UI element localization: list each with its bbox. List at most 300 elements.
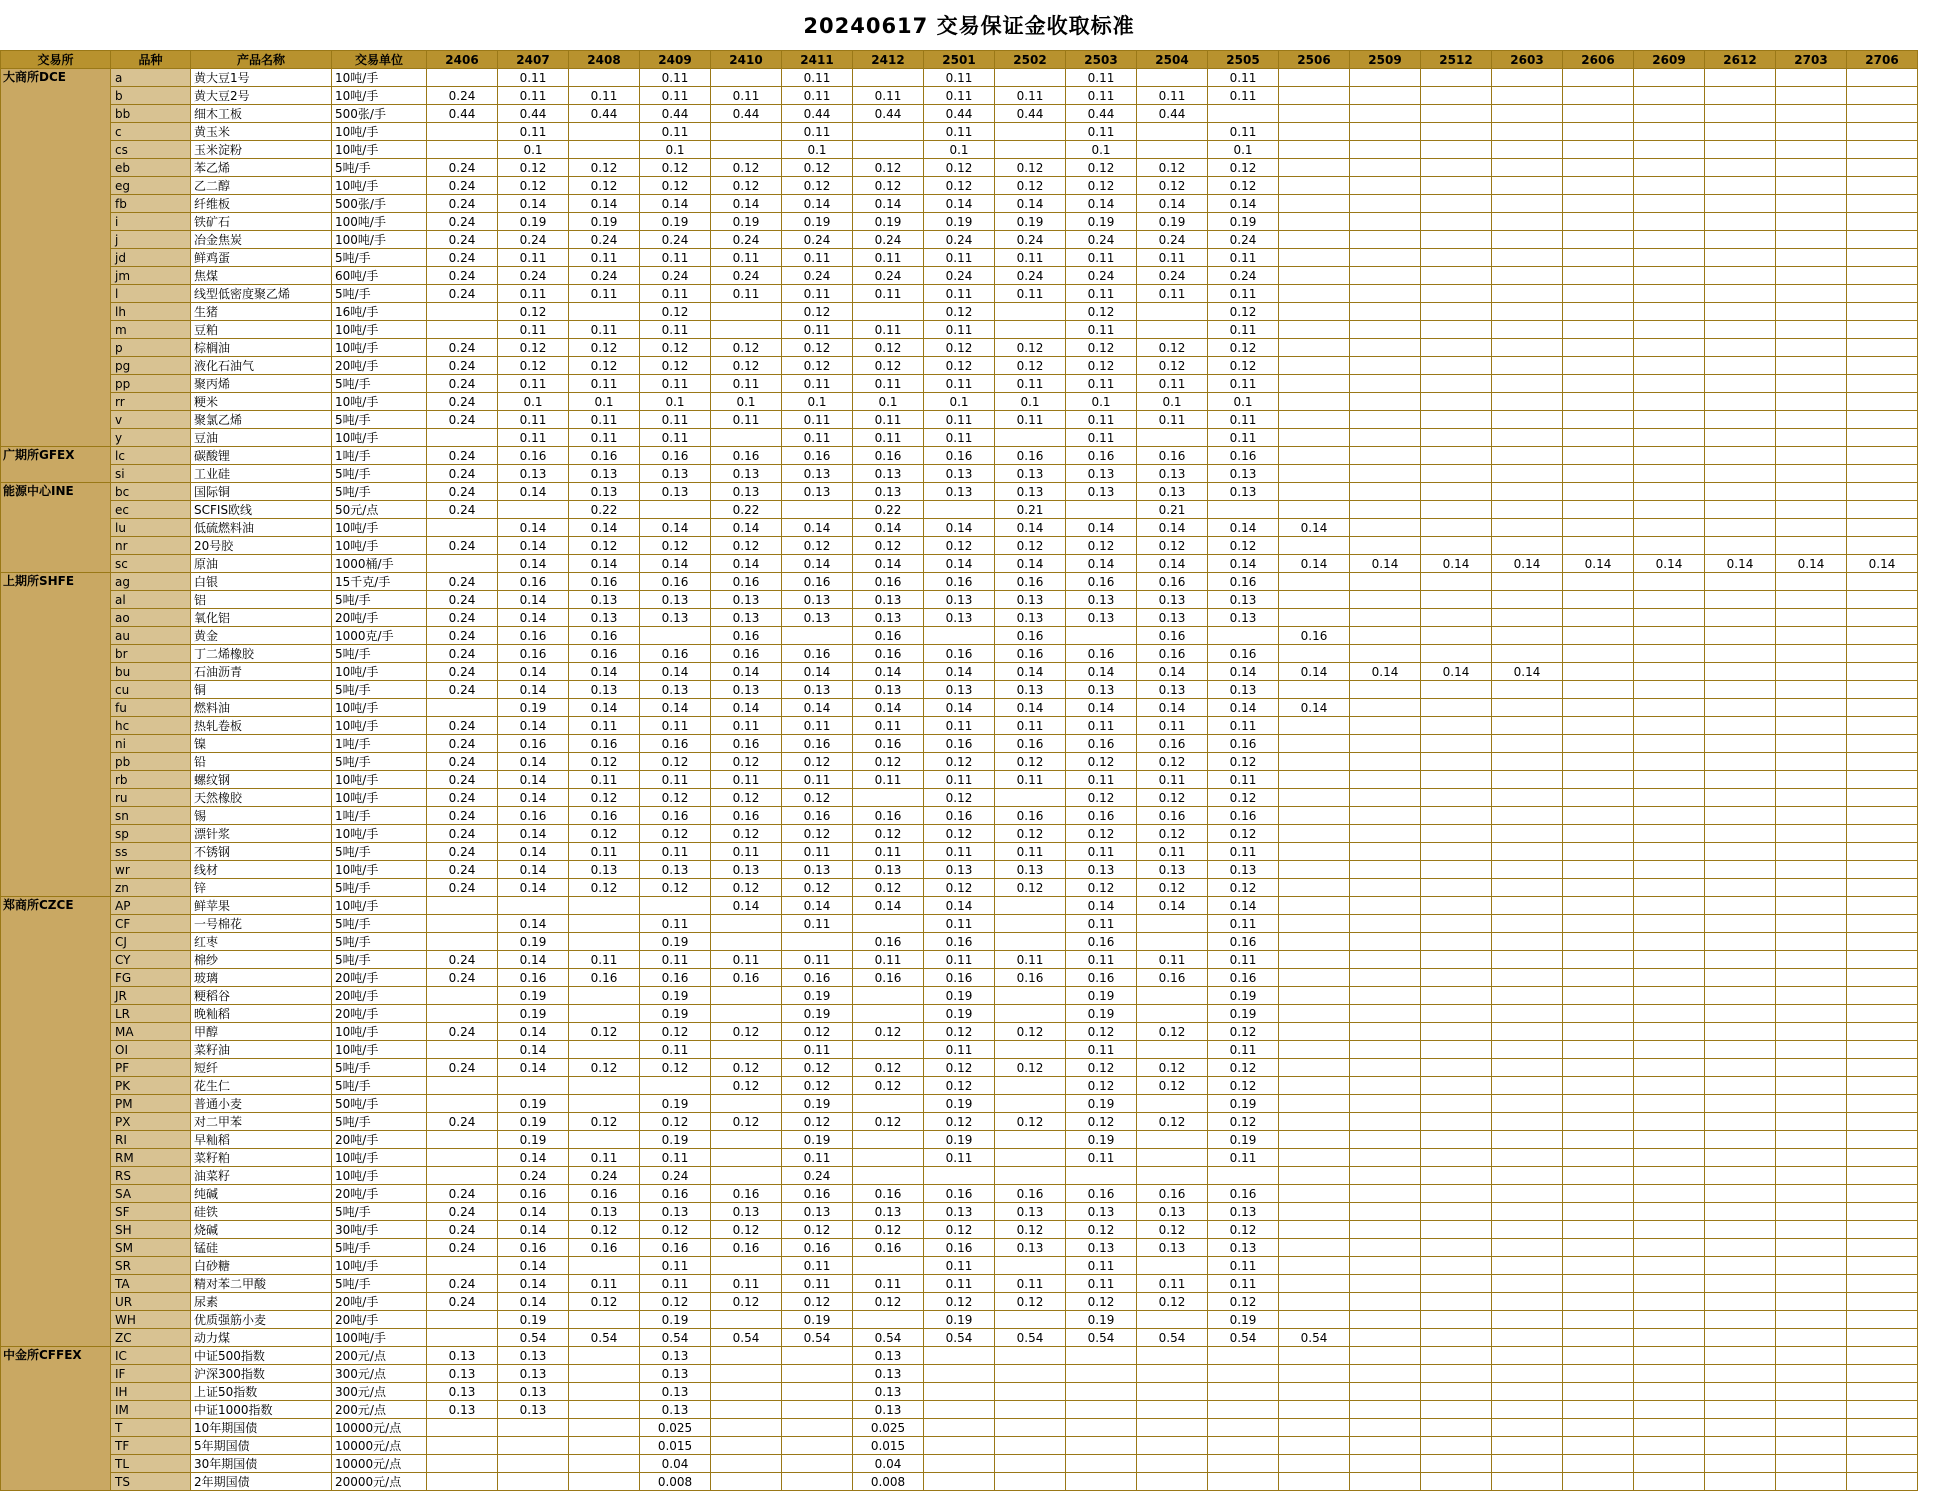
margin-value-cell: 0.24: [924, 267, 995, 285]
margin-value-cell: [1492, 429, 1563, 447]
variety-code-cell: JR: [111, 987, 191, 1005]
margin-value-cell: [1563, 1311, 1634, 1329]
margin-value-cell: 0.19: [640, 1095, 711, 1113]
margin-value-cell: 0.13: [498, 1401, 569, 1419]
margin-value-cell: 0.24: [427, 249, 498, 267]
margin-value-cell: [1421, 1383, 1492, 1401]
product-name-cell: 螺纹钢: [191, 771, 332, 789]
margin-value-cell: [853, 1095, 924, 1113]
margin-value-cell: [1350, 1275, 1421, 1293]
margin-value-cell: [1847, 213, 1918, 231]
margin-value-cell: 0.13: [1208, 483, 1279, 501]
margin-value-cell: 0.12: [498, 177, 569, 195]
margin-value-cell: [1350, 1293, 1421, 1311]
margin-value-cell: 0.11: [995, 285, 1066, 303]
product-name-cell: 棉纱: [191, 951, 332, 969]
contract-month-header: 2501: [924, 51, 995, 69]
margin-value-cell: 0.11: [711, 771, 782, 789]
margin-value-cell: [1137, 69, 1208, 87]
margin-value-cell: [1563, 1293, 1634, 1311]
table-row: [1, 789, 1918, 807]
margin-value-cell: [1776, 915, 1847, 933]
margin-value-cell: 0.1: [782, 141, 853, 159]
margin-value-cell: [498, 1455, 569, 1473]
margin-value-cell: [1776, 969, 1847, 987]
margin-value-cell: 0.12: [1208, 753, 1279, 771]
margin-value-cell: [1421, 501, 1492, 519]
margin-value-cell: [1776, 1167, 1847, 1185]
margin-value-cell: 0.24: [427, 1203, 498, 1221]
margin-value-cell: [1634, 1059, 1705, 1077]
margin-value-cell: [1705, 1419, 1776, 1437]
margin-value-cell: 0.14: [569, 195, 640, 213]
margin-value-cell: [1563, 213, 1634, 231]
product-name-cell: 漂针浆: [191, 825, 332, 843]
margin-value-cell: [1847, 1167, 1918, 1185]
margin-value-cell: [1776, 105, 1847, 123]
margin-value-cell: 0.1: [640, 393, 711, 411]
margin-value-cell: [1492, 1005, 1563, 1023]
margin-value-cell: [1350, 897, 1421, 915]
trade-unit-cell: 5吨/手: [332, 1203, 427, 1221]
margin-value-cell: [1776, 1023, 1847, 1041]
margin-value-cell: 0.24: [427, 825, 498, 843]
product-name-cell: 普通小麦: [191, 1095, 332, 1113]
margin-value-cell: [1634, 177, 1705, 195]
margin-value-cell: [1563, 1095, 1634, 1113]
margin-value-cell: [1350, 1329, 1421, 1347]
margin-value-cell: [1847, 177, 1918, 195]
margin-value-cell: [1634, 573, 1705, 591]
margin-value-cell: 0.24: [782, 1167, 853, 1185]
margin-value-cell: [1279, 1437, 1350, 1455]
margin-value-cell: [1847, 1347, 1918, 1365]
margin-value-cell: [1705, 1005, 1776, 1023]
margin-value-cell: [1279, 1167, 1350, 1185]
margin-value-cell: 0.19: [853, 213, 924, 231]
margin-value-cell: 0.54: [1208, 1329, 1279, 1347]
margin-value-cell: 0.14: [1066, 195, 1137, 213]
margin-value-cell: [1421, 1455, 1492, 1473]
margin-value-cell: 0.12: [782, 1023, 853, 1041]
margin-value-cell: 0.16: [498, 735, 569, 753]
margin-value-cell: [1705, 1365, 1776, 1383]
product-name-cell: 2年期国债: [191, 1473, 332, 1491]
margin-value-cell: [1421, 267, 1492, 285]
margin-value-cell: [1350, 501, 1421, 519]
margin-value-cell: [1208, 1347, 1279, 1365]
margin-value-cell: 0.12: [569, 879, 640, 897]
margin-value-cell: [1279, 357, 1350, 375]
margin-value-cell: [1208, 1383, 1279, 1401]
margin-value-cell: [1563, 1059, 1634, 1077]
margin-value-cell: [1279, 285, 1350, 303]
margin-value-cell: [1847, 447, 1918, 465]
variety-code-cell: ec: [111, 501, 191, 519]
margin-value-cell: 0.12: [924, 753, 995, 771]
margin-value-cell: 0.13: [427, 1347, 498, 1365]
margin-value-cell: [1421, 717, 1492, 735]
margin-value-cell: [853, 303, 924, 321]
margin-value-cell: [1705, 1257, 1776, 1275]
margin-value-cell: 0.14: [924, 699, 995, 717]
margin-value-cell: [1634, 1473, 1705, 1491]
margin-value-cell: [1705, 1473, 1776, 1491]
margin-value-cell: [1492, 1221, 1563, 1239]
margin-value-cell: [1563, 645, 1634, 663]
margin-value-cell: [569, 1311, 640, 1329]
margin-value-cell: 0.14: [995, 663, 1066, 681]
margin-value-cell: [1634, 789, 1705, 807]
margin-value-cell: 0.14: [1066, 699, 1137, 717]
margin-value-cell: 0.1: [1066, 393, 1137, 411]
margin-value-cell: [1634, 843, 1705, 861]
margin-value-cell: 0.11: [1066, 123, 1137, 141]
margin-value-cell: 0.14: [853, 555, 924, 573]
margin-value-cell: [1634, 231, 1705, 249]
margin-value-cell: [427, 897, 498, 915]
margin-value-cell: [1705, 195, 1776, 213]
margin-value-cell: [1066, 1473, 1137, 1491]
margin-value-cell: 0.14: [1421, 555, 1492, 573]
margin-value-cell: [1634, 663, 1705, 681]
variety-code-cell: br: [111, 645, 191, 663]
margin-value-cell: 0.13: [1208, 861, 1279, 879]
margin-value-cell: [1421, 69, 1492, 87]
margin-value-cell: 0.12: [1137, 753, 1208, 771]
margin-value-cell: [1776, 699, 1847, 717]
margin-value-cell: [1421, 1077, 1492, 1095]
margin-value-cell: [1279, 573, 1350, 591]
margin-value-cell: [1492, 825, 1563, 843]
table-row: [1, 267, 1918, 285]
table-row: [1, 1131, 1918, 1149]
margin-value-cell: 0.11: [853, 321, 924, 339]
margin-value-cell: [1847, 1329, 1918, 1347]
margin-value-cell: 0.14: [1279, 555, 1350, 573]
margin-value-cell: 0.12: [1066, 789, 1137, 807]
margin-value-cell: [1847, 807, 1918, 825]
margin-value-cell: [1492, 249, 1563, 267]
margin-value-cell: 0.11: [711, 1275, 782, 1293]
margin-value-cell: [1208, 1455, 1279, 1473]
trade-unit-cell: 10吨/手: [332, 699, 427, 717]
margin-value-cell: 0.13: [995, 591, 1066, 609]
margin-value-cell: [1492, 951, 1563, 969]
margin-value-cell: 0.16: [498, 1239, 569, 1257]
margin-value-cell: 0.12: [1137, 789, 1208, 807]
margin-value-cell: [1563, 69, 1634, 87]
margin-value-cell: 0.24: [427, 87, 498, 105]
margin-value-cell: [1492, 645, 1563, 663]
margin-value-cell: [1634, 249, 1705, 267]
margin-value-cell: 0.14: [498, 663, 569, 681]
margin-value-cell: 0.14: [498, 1293, 569, 1311]
margin-value-cell: [1776, 69, 1847, 87]
margin-value-cell: 0.16: [1208, 447, 1279, 465]
margin-value-cell: [1847, 1059, 1918, 1077]
margin-value-cell: [1279, 195, 1350, 213]
margin-value-cell: 0.44: [853, 105, 924, 123]
margin-value-cell: [1705, 447, 1776, 465]
product-name-cell: 锌: [191, 879, 332, 897]
margin-value-cell: [1634, 681, 1705, 699]
table-row: [1, 1149, 1918, 1167]
margin-value-cell: 0.13: [569, 609, 640, 627]
margin-value-cell: [1847, 735, 1918, 753]
margin-value-cell: [1421, 573, 1492, 591]
margin-value-cell: [1350, 951, 1421, 969]
margin-value-cell: [1705, 1023, 1776, 1041]
margin-value-cell: 0.12: [1066, 1059, 1137, 1077]
trade-unit-cell: 100吨/手: [332, 231, 427, 249]
margin-value-cell: 0.13: [853, 1203, 924, 1221]
margin-value-cell: 0.11: [1137, 951, 1208, 969]
margin-value-cell: [1847, 1275, 1918, 1293]
margin-value-cell: [1279, 1239, 1350, 1257]
margin-value-cell: 0.13: [1208, 1239, 1279, 1257]
margin-value-cell: 0.24: [427, 735, 498, 753]
trade-unit-cell: 10吨/手: [332, 69, 427, 87]
margin-value-cell: [1279, 1419, 1350, 1437]
product-name-cell: 丁二烯橡胶: [191, 645, 332, 663]
margin-value-cell: [1776, 717, 1847, 735]
variety-code-cell: PM: [111, 1095, 191, 1113]
margin-value-cell: 0.19: [924, 987, 995, 1005]
margin-value-cell: [1421, 789, 1492, 807]
margin-value-cell: [1492, 303, 1563, 321]
margin-value-cell: [1421, 321, 1492, 339]
margin-value-cell: [1705, 1347, 1776, 1365]
margin-value-cell: 0.12: [711, 825, 782, 843]
margin-value-cell: [924, 1365, 995, 1383]
margin-value-cell: [1705, 969, 1776, 987]
margin-value-cell: 0.14: [1492, 663, 1563, 681]
margin-value-cell: 0.11: [924, 123, 995, 141]
margin-value-cell: 0.16: [498, 573, 569, 591]
margin-value-cell: [995, 1149, 1066, 1167]
margin-value-cell: [1279, 933, 1350, 951]
margin-value-cell: [995, 933, 1066, 951]
margin-value-cell: [1350, 195, 1421, 213]
variety-code-cell: sc: [111, 555, 191, 573]
margin-value-cell: 0.12: [924, 1221, 995, 1239]
margin-value-cell: [1847, 1095, 1918, 1113]
margin-value-cell: [1350, 933, 1421, 951]
margin-value-cell: 0.16: [711, 807, 782, 825]
margin-value-cell: [1705, 87, 1776, 105]
margin-value-cell: [1066, 1437, 1137, 1455]
margin-value-cell: [1137, 1167, 1208, 1185]
margin-value-cell: [995, 1041, 1066, 1059]
margin-value-cell: 0.11: [1137, 717, 1208, 735]
margin-value-cell: 0.11: [711, 843, 782, 861]
margin-value-cell: 0.19: [1066, 1131, 1137, 1149]
trade-unit-cell: 10吨/手: [332, 789, 427, 807]
margin-value-cell: [1776, 123, 1847, 141]
trade-unit-cell: 10吨/手: [332, 717, 427, 735]
product-name-cell: 油菜籽: [191, 1167, 332, 1185]
margin-value-cell: 0.12: [1066, 1023, 1137, 1041]
margin-value-cell: [1563, 393, 1634, 411]
margin-value-cell: [1634, 429, 1705, 447]
table-row: [1, 1005, 1918, 1023]
margin-value-cell: 0.11: [640, 429, 711, 447]
margin-value-cell: [1137, 1347, 1208, 1365]
margin-value-cell: 0.13: [640, 681, 711, 699]
margin-value-cell: 0.11: [924, 717, 995, 735]
margin-value-cell: 0.12: [782, 789, 853, 807]
margin-value-cell: 0.13: [782, 483, 853, 501]
margin-value-cell: 0.12: [1208, 879, 1279, 897]
trade-unit-cell: 5吨/手: [332, 951, 427, 969]
variety-code-cell: nr: [111, 537, 191, 555]
trade-unit-cell: 5吨/手: [332, 465, 427, 483]
variety-code-cell: hc: [111, 717, 191, 735]
margin-value-cell: [1563, 303, 1634, 321]
margin-value-cell: [1776, 501, 1847, 519]
margin-value-cell: 0.12: [924, 825, 995, 843]
variety-code-cell: LR: [111, 1005, 191, 1023]
margin-value-cell: 0.16: [924, 807, 995, 825]
margin-value-cell: [1279, 915, 1350, 933]
margin-value-cell: [1492, 1365, 1563, 1383]
margin-value-cell: [1776, 1131, 1847, 1149]
variety-code-cell: RM: [111, 1149, 191, 1167]
margin-value-cell: 0.16: [853, 447, 924, 465]
margin-value-cell: [1776, 159, 1847, 177]
product-name-cell: 红枣: [191, 933, 332, 951]
margin-value-cell: [1350, 1041, 1421, 1059]
margin-value-cell: [1705, 1113, 1776, 1131]
margin-value-cell: [1350, 987, 1421, 1005]
product-name-cell: 冶金焦炭: [191, 231, 332, 249]
margin-value-cell: 0.24: [427, 969, 498, 987]
margin-value-cell: [1137, 915, 1208, 933]
margin-value-cell: [853, 1131, 924, 1149]
margin-value-cell: 0.14: [498, 609, 569, 627]
variety-code-cell: TA: [111, 1275, 191, 1293]
margin-value-cell: [782, 1401, 853, 1419]
margin-value-cell: [1563, 753, 1634, 771]
margin-value-cell: 0.19: [1208, 1005, 1279, 1023]
variety-code-cell: eg: [111, 177, 191, 195]
margin-value-cell: 0.16: [1137, 1185, 1208, 1203]
variety-code-cell: bb: [111, 105, 191, 123]
margin-value-cell: [924, 1473, 995, 1491]
margin-value-cell: 0.12: [853, 825, 924, 843]
margin-value-cell: [1847, 1131, 1918, 1149]
variety-code-cell: b: [111, 87, 191, 105]
margin-value-cell: [1847, 645, 1918, 663]
margin-value-cell: [1492, 1059, 1563, 1077]
margin-value-cell: 0.13: [1066, 1203, 1137, 1221]
margin-value-cell: 0.11: [711, 717, 782, 735]
variety-code-cell: j: [111, 231, 191, 249]
margin-value-cell: [1492, 573, 1563, 591]
margin-value-cell: 0.11: [853, 429, 924, 447]
margin-value-cell: [1634, 267, 1705, 285]
margin-value-cell: 0.13: [640, 1383, 711, 1401]
margin-value-cell: [1847, 573, 1918, 591]
margin-value-cell: [1279, 591, 1350, 609]
margin-value-cell: [1421, 393, 1492, 411]
margin-value-cell: [1492, 1347, 1563, 1365]
margin-value-cell: [1705, 879, 1776, 897]
margin-value-cell: 0.11: [640, 285, 711, 303]
margin-value-cell: 0.11: [924, 1149, 995, 1167]
product-name-cell: 菜籽粕: [191, 1149, 332, 1167]
margin-value-cell: [1421, 825, 1492, 843]
product-name-cell: 线型低密度聚乙烯: [191, 285, 332, 303]
margin-value-cell: [1705, 681, 1776, 699]
margin-value-cell: [1350, 1455, 1421, 1473]
margin-value-cell: 0.12: [853, 537, 924, 555]
table-row: [1, 123, 1918, 141]
trade-unit-cell: 500张/手: [332, 105, 427, 123]
margin-value-cell: [1492, 807, 1563, 825]
margin-value-cell: 0.13: [853, 465, 924, 483]
margin-value-cell: 0.24: [1066, 231, 1137, 249]
margin-value-cell: 0.14: [498, 843, 569, 861]
product-name-cell: 铝: [191, 591, 332, 609]
margin-value-cell: [1492, 123, 1563, 141]
margin-value-cell: 0.11: [640, 1275, 711, 1293]
trade-unit-cell: 10吨/手: [332, 537, 427, 555]
margin-value-cell: [1776, 735, 1847, 753]
margin-value-cell: [1279, 1383, 1350, 1401]
margin-value-cell: [1776, 537, 1847, 555]
margin-value-cell: [995, 429, 1066, 447]
margin-value-cell: 0.19: [498, 699, 569, 717]
margin-value-cell: [1563, 933, 1634, 951]
margin-value-cell: 0.12: [711, 1059, 782, 1077]
trade-unit-cell: 50元/点: [332, 501, 427, 519]
table-row: [1, 591, 1918, 609]
margin-value-cell: 0.16: [569, 735, 640, 753]
margin-value-cell: [1279, 1113, 1350, 1131]
contract-month-header: 2505: [1208, 51, 1279, 69]
margin-value-cell: [1563, 1473, 1634, 1491]
margin-value-cell: 0.16: [924, 933, 995, 951]
trade-unit-cell: 5吨/手: [332, 915, 427, 933]
trade-unit-cell: 10吨/手: [332, 141, 427, 159]
margin-value-cell: 0.11: [1066, 915, 1137, 933]
margin-value-cell: 0.12: [995, 1113, 1066, 1131]
margin-value-cell: 0.24: [427, 609, 498, 627]
margin-value-cell: 0.16: [498, 627, 569, 645]
margin-value-cell: [1847, 1149, 1918, 1167]
margin-value-cell: 0.015: [853, 1437, 924, 1455]
margin-value-cell: 0.13: [640, 1203, 711, 1221]
margin-value-cell: 0.11: [995, 717, 1066, 735]
variety-code-cell: SF: [111, 1203, 191, 1221]
margin-value-cell: [1421, 1221, 1492, 1239]
margin-value-cell: 0.11: [995, 1275, 1066, 1293]
margin-value-cell: [1137, 1131, 1208, 1149]
margin-value-cell: 0.11: [1066, 411, 1137, 429]
margin-value-cell: [1705, 1131, 1776, 1149]
margin-value-cell: [1492, 393, 1563, 411]
margin-value-cell: 0.12: [711, 1293, 782, 1311]
margin-value-cell: [1208, 105, 1279, 123]
variety-code-cell: pg: [111, 357, 191, 375]
margin-value-cell: 0.16: [1137, 573, 1208, 591]
margin-value-cell: [1776, 1239, 1847, 1257]
margin-value-cell: [1421, 87, 1492, 105]
margin-value-cell: [1421, 627, 1492, 645]
margin-value-cell: [1847, 1311, 1918, 1329]
